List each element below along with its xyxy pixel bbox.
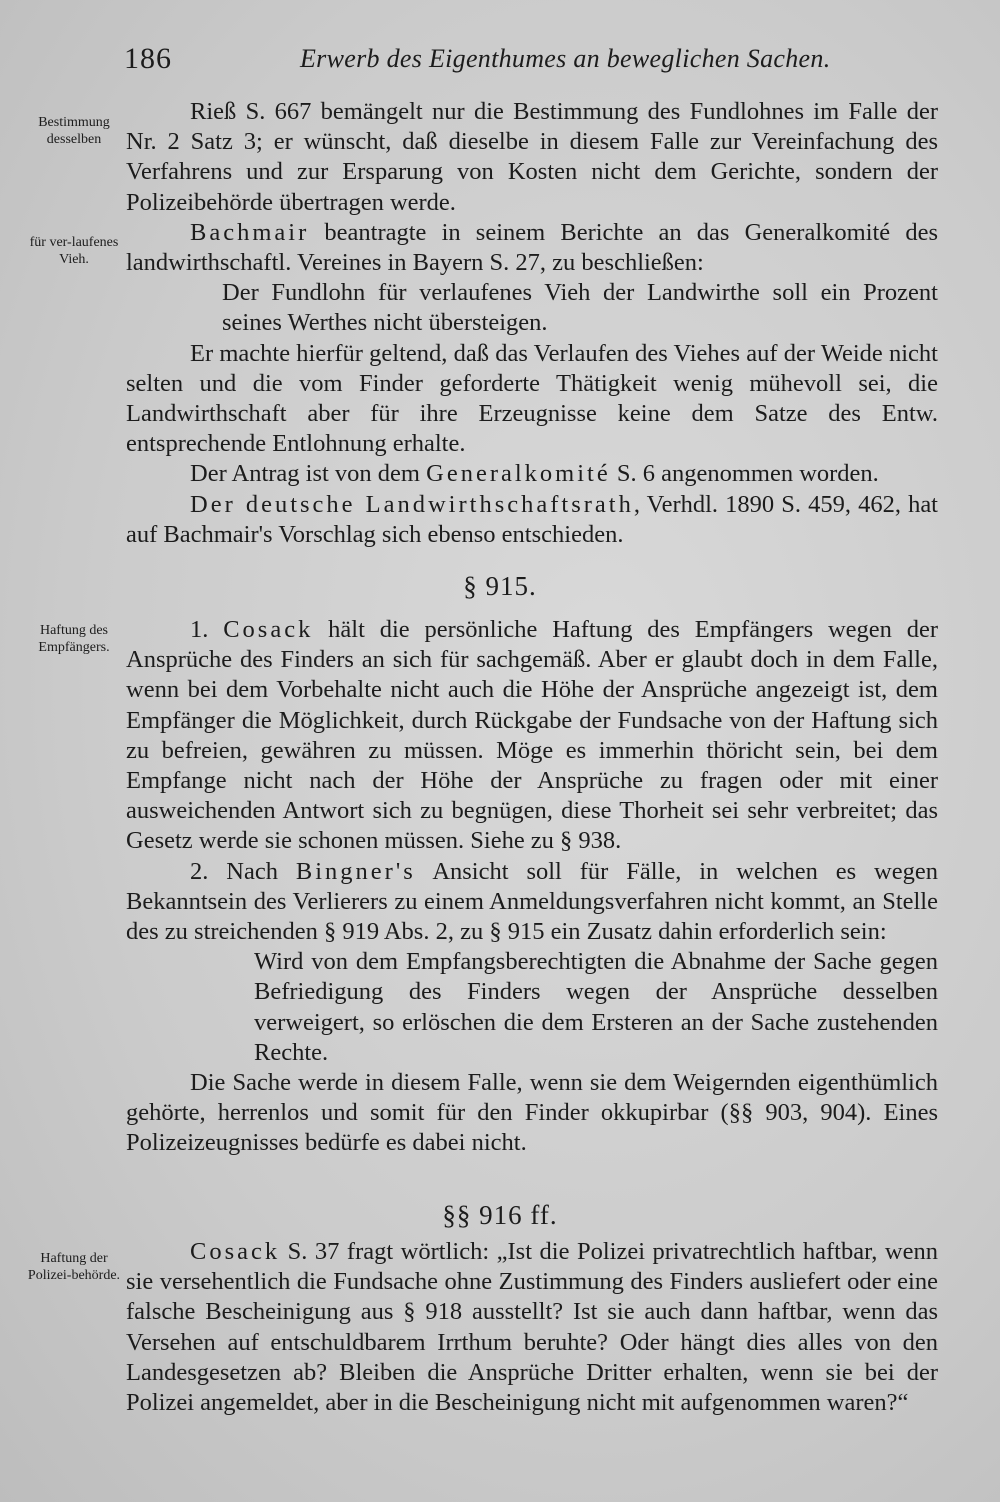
section-heading: § 915. (463, 571, 537, 601)
emphasized-name: Der deutsche Landwirthschaftsrath (190, 490, 634, 518)
section-heading: §§ 916 ff. (442, 1200, 558, 1230)
text-block-3 (126, 1237, 938, 1418)
paragraph (126, 615, 938, 857)
paragraph: Rieß S. 667 bemängelt nur die Bestimmung des Fundlohnes im Falle der Nr. 2 Satz 3; er wünscht, daß dieselbe in diesem Falle zur Vereinfachung des Verfahrens und zur Ersparung von Kosten nicht dem Gerichte, sondern der Polizeibehörde übertragen werde. (126, 98, 938, 216)
text-run: hält die persönliche Haftung des Empfängers wegen der Ansprüche des Finders an sich für sachgemäß. Aber er glaubt doch in dem Falle, wenn bei dem Vorbehalte nicht auch die Höhe der Ansprüche angezeigt ist, dem Empfänger die Möglichkeit, durch Rückgabe der Fundsache von der Haftung sich zu befreien, gewähren zu müssen. Möge es immerhin thöricht sein, bei dem Empfange nicht nach der Höhe der Ansprüche zu fragen oder mit einer ausweichenden Antwort sich zu begnügen, diese Thorheit sei sehr verbreitet; das Gesetz werde sie schonen müssen. Siehe zu § 938. (126, 616, 939, 855)
text-run: 1. (190, 616, 224, 643)
text-run: Ansicht soll für Fälle, in welchen es wegen Bekanntsein des Verlierers zu einem Anmeldungsverfahren nicht kommt, an Stelle des zu streichenden § 919 Abs. 2, zu § 915 ein Zusatz dahin erforderlich sein: (126, 857, 938, 946)
paragraph (126, 490, 938, 550)
paragraph (126, 857, 938, 948)
quoted-proposal: Wird von dem Empfangsberechtigten die Abnahme der Sache gegen Befriedigung des Finders wegen der Ansprüche desselben verweigert, so erlöschen die dem Ersteren an der Sache zustehenden Rechte. (254, 948, 938, 1066)
text-run: beantragte in seinem Berichte an das Generalkomité des landwirthschaftl. Vereines in Bayern S. 27, zu beschließen: (126, 218, 938, 277)
margin-note-polizei: Haftung der Polizei-behörde. (27, 1251, 121, 1283)
emphasized-name: Bingner's (295, 857, 416, 885)
text-run: S. 6 angenommen worden. (610, 460, 879, 488)
text-run: , Verhdl. 1890 S. 459, 462, hat auf Bachmair's Vorschlag sich ebenso entschieden. (126, 490, 938, 548)
paragraph (126, 459, 938, 489)
emphasized-name: Cosack (223, 616, 314, 643)
text-block-2 (126, 615, 938, 1159)
running-title: Erwerb des Eigenthumes an beweglichen Sachen. (300, 44, 831, 73)
text-run: Der Antrag ist von dem (190, 460, 427, 488)
text-run: 2. Nach (190, 857, 296, 885)
margin-note-empfaenger: Haftung des Empfängers. (38, 623, 110, 655)
quoted-proposal: Der Fundlohn für verlaufenes Vieh der Landwirthe soll ein Prozent seines Werthes nicht übersteigen. (222, 279, 938, 337)
text-block-1 (126, 97, 938, 550)
paragraph (126, 1237, 938, 1418)
paragraph (126, 218, 938, 278)
margin-note-bestimmung: Bestimmung desselben (38, 115, 110, 147)
paragraph: Die Sache werde in diesem Falle, wenn sie dem Weigernden eigenthümlich gehörte, herrenlos und somit für den Finder okkupirbar (§§ 903, 904). Eines Polizeizeugnisses bedürfe es dabei nicht. (126, 1069, 938, 1157)
page-header (0, 42, 1000, 82)
margin-note-vieh: für ver-laufenes Vieh. (29, 235, 119, 267)
text-run: S. 37 fragt wörtlich: „Ist die Polizei privatrechtlich haftbar, wenn sie versehentlich die Fundsache ohne Zustimmung des Finders ausliefert oder eine falsche Bescheinigung aus § 918 ausstellt? Ist sie auch dann haftbar, wenn das Versehen auf entschuldbarem Irrthum beruhte? Oder hängt dies alles von den Landesgesetzen ab? Bleiben die Ansprüche Dritter erhalten, wenn sie bei der Polizei angemeldet, aber in die Bescheinigung nicht mit aufgenommen waren?“ (126, 1238, 938, 1417)
emphasized-name: Bachmair (190, 218, 310, 246)
emphasized-name: Generalkomité (426, 460, 611, 488)
paragraph: Er machte hierfür geltend, daß das Verlaufen des Viehes auf der Weide nicht selten und die vom Finder geforderte Thätigkeit wenig mühevoll sei, die Landwirthschaft aber für ihre Erzeugnisse keine dem Satze des Entw. entsprechende Entlohnung erhalte. (126, 339, 938, 458)
page-number: 186 (124, 42, 172, 75)
emphasized-name: Cosack (190, 1238, 281, 1265)
